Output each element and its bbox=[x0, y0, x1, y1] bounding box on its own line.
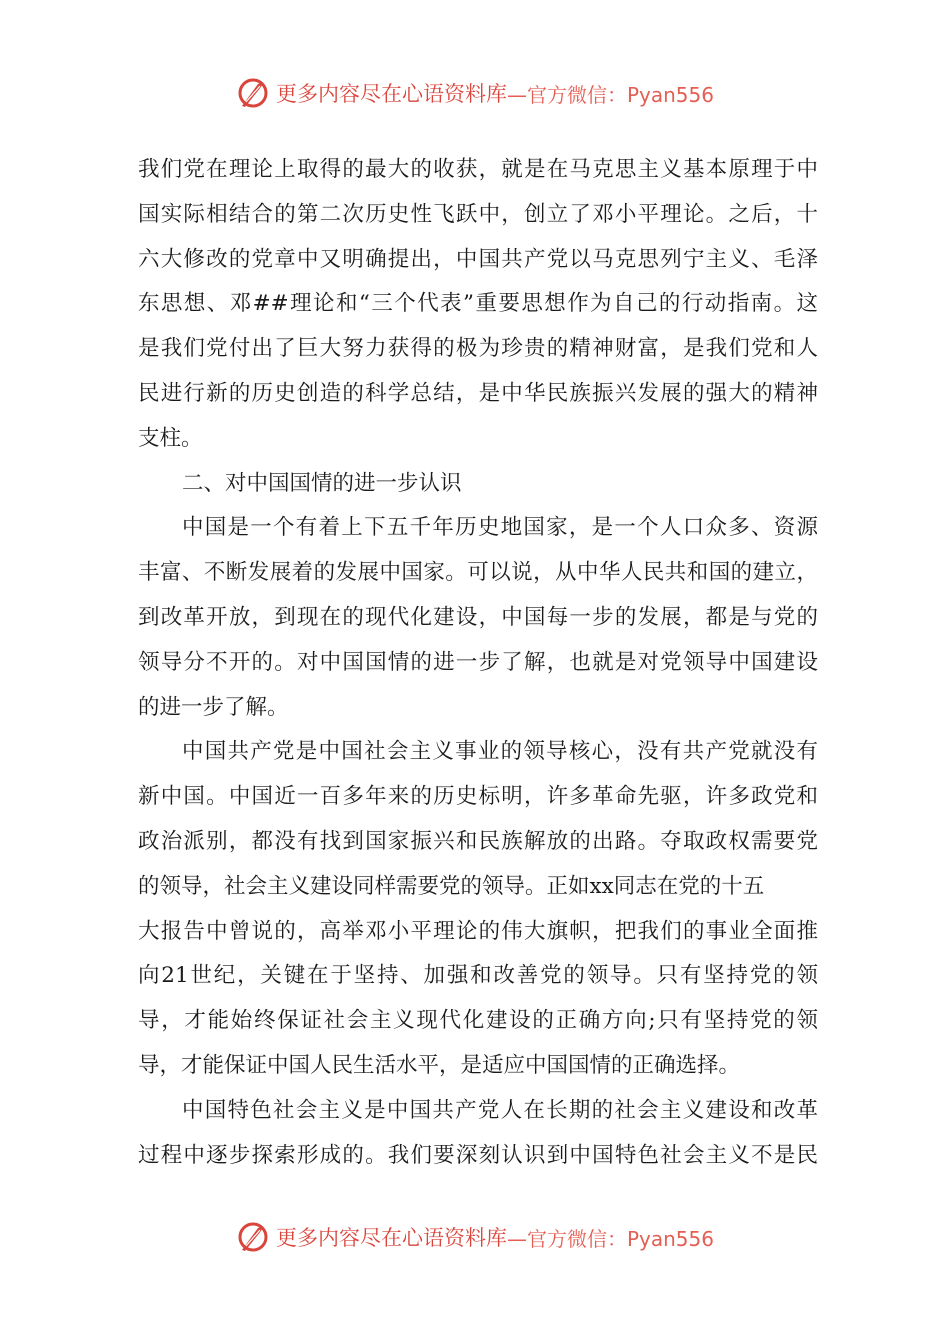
header-watermark bbox=[0, 73, 950, 113]
quill-logo-icon bbox=[236, 76, 270, 110]
watermark-main-text: 更多内容尽在心语资料库 bbox=[275, 1226, 507, 1250]
document-body bbox=[138, 148, 818, 1178]
watermark-main-text: 更多内容尽在心语资料库 bbox=[275, 82, 507, 106]
footer-watermark bbox=[0, 1217, 950, 1257]
text-line: 到改革开放，到现在的现代化建设，中国每一步的发展，都是与党的 bbox=[138, 604, 818, 630]
text-line: 中国特色社会主义是中国共产党人在长期的社会主义建设和改革 bbox=[182, 1097, 818, 1123]
text-line: 导，才能保证中国人民生活水平，是适应中国国情的正确选择。 bbox=[138, 1052, 741, 1078]
quill-logo-icon bbox=[236, 1220, 270, 1254]
text-line: 导，才能始终保证社会主义现代化建设的正确方向;只有坚持党的领 bbox=[138, 1008, 818, 1034]
text-line: 中国是一个有着上下五千年历史地国家，是一个人口众多、资源 bbox=[182, 515, 818, 541]
section-heading: 二、对中国国情的进一步认识 bbox=[182, 470, 462, 496]
text-line: 丰富、不断发展着的发展中国家。可以说，从中华人民共和国的建立， bbox=[138, 560, 818, 586]
watermark-sub-text: —官方微信：Pyan556 bbox=[506, 82, 714, 107]
text-line: 是我们党付出了巨大努力获得的极为珍贵的精神财富，是我们党和人 bbox=[138, 336, 818, 362]
text-line: 新中国。中国近一百多年来的历史标明，许多革命先驱，许多政党和 bbox=[138, 784, 818, 810]
text-line: 国实际相结合的第二次历史性飞跃中，创立了邓小平理论。之后，十 bbox=[138, 201, 818, 227]
text-line: 东思想、邓##理论和“三个代表”重要思想作为自己的行动指南。这 bbox=[138, 291, 818, 317]
text-line: 我们党在理论上取得的最大的收获，就是在马克思主义基本原理于中 bbox=[138, 157, 818, 182]
text-line: 大报告中曾说的，高举邓小平理论的伟大旗帜，把我们的事业全面推 bbox=[138, 918, 818, 944]
watermark-sub-text: —官方微信：Pyan556 bbox=[506, 1226, 714, 1251]
text-line: 六大修改的党章中又明确提出，中国共产党以马克思列宁主义、毛泽 bbox=[138, 246, 818, 272]
text-line: 过程中逐步探索形成的。我们要深刻认识到中国特色社会主义不是民 bbox=[138, 1142, 818, 1168]
text-line: 的进一步了解。 bbox=[138, 694, 289, 720]
text-line: 政治派别，都没有找到国家振兴和民族解放的出路。夺取政权需要党 bbox=[138, 828, 818, 854]
text-line: 支柱。 bbox=[138, 425, 203, 451]
text-line: 领导分不开的。对中国国情的进一步了解，也就是对党领导中国建设 bbox=[138, 649, 818, 675]
text-line: 向21世纪，关键在于坚持、加强和改善党的领导。只有坚持党的领 bbox=[138, 963, 818, 989]
text-line: 中国共产党是中国社会主义事业的领导核心，没有共产党就没有 bbox=[182, 739, 818, 765]
text-line: 的领导，社会主义建设同样需要党的领导。正如xx同志在党的十五 bbox=[138, 873, 765, 899]
text-line: 民进行新的历史创造的科学总结，是中华民族振兴发展的强大的精神 bbox=[138, 380, 818, 406]
